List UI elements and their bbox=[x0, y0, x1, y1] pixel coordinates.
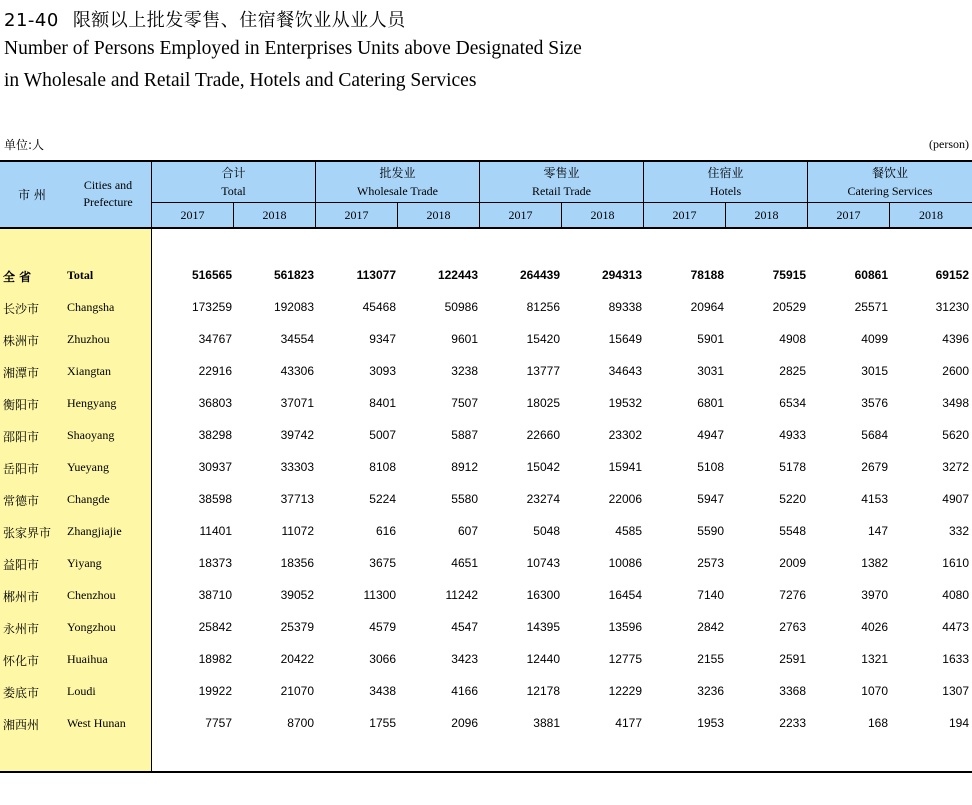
region-name-en: Shaoyang bbox=[67, 428, 115, 442]
cell-value: 5620 bbox=[942, 428, 969, 442]
cell-value: 13777 bbox=[526, 364, 560, 378]
table-title-cn-text: 限额以上批发零售、住宿餐饮业从业人员 bbox=[72, 10, 406, 31]
cell-value: 192083 bbox=[273, 300, 314, 314]
region-name-cn: 全 省 bbox=[3, 270, 32, 284]
table-bottom-rule bbox=[0, 771, 972, 773]
region-name-cn: 怀化市 bbox=[3, 654, 40, 668]
region-name-cn: 永州市 bbox=[3, 622, 40, 636]
cell-value: 12229 bbox=[608, 684, 642, 698]
header-city-en-line1: Cities and bbox=[83, 178, 133, 192]
cell-value: 20422 bbox=[280, 652, 314, 666]
cell-value: 8108 bbox=[369, 460, 396, 474]
header-city-en-line2: Prefecture bbox=[83, 195, 133, 209]
region-name-cn: 张家界市 bbox=[3, 526, 52, 540]
cell-value: 11242 bbox=[445, 588, 478, 602]
table-row bbox=[0, 484, 972, 516]
cell-value: 14395 bbox=[526, 620, 560, 634]
cell-value: 25571 bbox=[854, 300, 888, 314]
cell-value: 3675 bbox=[369, 556, 396, 570]
header-year: 2018 bbox=[590, 208, 615, 222]
cell-value: 11401 bbox=[199, 524, 232, 538]
cell-value: 34554 bbox=[280, 332, 314, 346]
cell-value: 4166 bbox=[451, 684, 478, 698]
header-year: 2017 bbox=[672, 208, 697, 222]
cell-value: 38298 bbox=[198, 428, 232, 442]
cell-value: 12775 bbox=[608, 652, 642, 666]
header-group-en: Wholesale Trade bbox=[357, 184, 438, 198]
cell-value: 1321 bbox=[861, 652, 888, 666]
table-row-total bbox=[0, 260, 972, 292]
cell-value: 10086 bbox=[608, 556, 642, 570]
cell-value: 5048 bbox=[533, 524, 560, 538]
cell-value: 7757 bbox=[205, 716, 232, 730]
header-year: 2017 bbox=[836, 208, 861, 222]
cell-value: 39052 bbox=[280, 588, 314, 602]
table-row bbox=[0, 388, 972, 420]
cell-value: 113077 bbox=[356, 268, 396, 282]
cell-value: 147 bbox=[867, 524, 888, 538]
cell-value: 37071 bbox=[280, 396, 314, 410]
cell-value: 11072 bbox=[281, 524, 314, 538]
cell-value: 3438 bbox=[369, 684, 396, 698]
cell-value: 10743 bbox=[526, 556, 560, 570]
cell-value: 89338 bbox=[608, 300, 642, 314]
cell-value: 2155 bbox=[697, 652, 724, 666]
cell-value: 5548 bbox=[779, 524, 806, 538]
cell-value: 25379 bbox=[280, 620, 314, 634]
region-name-en: Zhangjiajie bbox=[67, 524, 122, 538]
cell-value: 1953 bbox=[697, 716, 724, 730]
cell-value: 37713 bbox=[280, 492, 314, 506]
cell-value: 45468 bbox=[362, 300, 396, 314]
cell-value: 19922 bbox=[198, 684, 232, 698]
region-name-en: Chenzhou bbox=[67, 588, 116, 602]
header-group-cn: 餐饮业 bbox=[871, 166, 908, 180]
cell-value: 516565 bbox=[191, 268, 232, 282]
cell-value: 25842 bbox=[198, 620, 232, 634]
table-row bbox=[0, 292, 972, 324]
cell-value: 1633 bbox=[942, 652, 969, 666]
cell-value: 23274 bbox=[526, 492, 560, 506]
cell-value: 3423 bbox=[451, 652, 478, 666]
cell-value: 18356 bbox=[280, 556, 314, 570]
header-bottom-rule bbox=[0, 227, 972, 229]
cell-value: 20964 bbox=[690, 300, 724, 314]
cell-value: 5887 bbox=[451, 428, 478, 442]
cell-value: 5220 bbox=[779, 492, 806, 506]
cell-value: 8700 bbox=[287, 716, 314, 730]
header-year: 2018 bbox=[754, 208, 779, 222]
header-group-cn: 合计 bbox=[221, 166, 246, 180]
cell-value: 33303 bbox=[280, 460, 314, 474]
cell-value: 3576 bbox=[861, 396, 888, 410]
cell-value: 5007 bbox=[369, 428, 396, 442]
cell-value: 9347 bbox=[369, 332, 396, 346]
header-group-rule bbox=[152, 202, 972, 203]
cell-value: 1307 bbox=[942, 684, 969, 698]
cell-value: 39742 bbox=[280, 428, 314, 442]
cell-value: 22916 bbox=[198, 364, 232, 378]
cell-value: 50986 bbox=[444, 300, 478, 314]
region-name-en: Huaihua bbox=[67, 652, 108, 666]
cell-value: 4907 bbox=[942, 492, 969, 506]
table-row bbox=[0, 420, 972, 452]
table-number: 21-40 bbox=[4, 10, 59, 31]
table-row bbox=[0, 644, 972, 676]
cell-value: 3031 bbox=[697, 364, 724, 378]
header-city-cn: 市 州 bbox=[18, 188, 46, 202]
cell-value: 22006 bbox=[608, 492, 642, 506]
cell-value: 2825 bbox=[779, 364, 806, 378]
cell-value: 2679 bbox=[861, 460, 888, 474]
header-group-en: Catering Services bbox=[847, 184, 933, 198]
region-name-cn: 衡阳市 bbox=[3, 398, 40, 412]
cell-value: 15042 bbox=[526, 460, 560, 474]
cell-value: 5580 bbox=[451, 492, 478, 506]
cell-value: 2573 bbox=[697, 556, 724, 570]
cell-value: 7507 bbox=[451, 396, 478, 410]
cell-value: 194 bbox=[948, 716, 969, 730]
region-name-cn: 湘潭市 bbox=[3, 366, 40, 380]
table-row bbox=[0, 708, 972, 740]
region-name-cn: 湘西州 bbox=[3, 718, 40, 732]
cell-value: 19532 bbox=[608, 396, 642, 410]
table-row bbox=[0, 612, 972, 644]
cell-value: 6534 bbox=[779, 396, 806, 410]
region-name-en: West Hunan bbox=[67, 716, 126, 730]
header-year: 2017 bbox=[180, 208, 205, 222]
cell-value: 4153 bbox=[861, 492, 888, 506]
cell-value: 264439 bbox=[519, 268, 560, 282]
cell-value: 3368 bbox=[779, 684, 806, 698]
cell-value: 1610 bbox=[942, 556, 969, 570]
header-group-en: Hotels bbox=[709, 184, 742, 198]
table-row bbox=[0, 580, 972, 612]
cell-value: 4396 bbox=[942, 332, 969, 346]
cell-value: 38710 bbox=[198, 588, 232, 602]
cell-value: 294313 bbox=[601, 268, 642, 282]
cell-value: 2233 bbox=[779, 716, 806, 730]
cell-value: 36803 bbox=[198, 396, 232, 410]
region-name-en: Yueyang bbox=[67, 460, 109, 474]
cell-value: 12178 bbox=[526, 684, 560, 698]
cell-value: 21070 bbox=[280, 684, 314, 698]
cell-value: 4080 bbox=[942, 588, 969, 602]
cell-value: 16300 bbox=[526, 588, 560, 602]
cell-value: 11300 bbox=[363, 588, 396, 602]
cell-value: 5947 bbox=[697, 492, 724, 506]
cell-value: 8401 bbox=[369, 396, 396, 410]
cell-value: 18982 bbox=[198, 652, 232, 666]
region-name-cn: 常德市 bbox=[3, 494, 40, 508]
header-year: 2018 bbox=[262, 208, 287, 222]
cell-value: 8912 bbox=[451, 460, 478, 474]
cell-value: 4473 bbox=[942, 620, 969, 634]
cell-value: 4947 bbox=[697, 428, 724, 442]
region-name-cn: 郴州市 bbox=[3, 590, 40, 604]
cell-value: 3236 bbox=[697, 684, 724, 698]
cell-value: 1382 bbox=[861, 556, 888, 570]
cell-value: 9601 bbox=[451, 332, 478, 346]
table-title-en-line2: in Wholesale and Retail Trade, Hotels and Catering Services bbox=[4, 70, 477, 91]
table-row bbox=[0, 548, 972, 580]
cell-value: 81256 bbox=[526, 300, 560, 314]
cell-value: 4547 bbox=[451, 620, 478, 634]
cell-value: 2763 bbox=[779, 620, 806, 634]
region-name-en: Yiyang bbox=[67, 556, 102, 570]
region-name-en: Xiangtan bbox=[67, 364, 111, 378]
cell-value: 34643 bbox=[608, 364, 642, 378]
cell-value: 4099 bbox=[861, 332, 888, 346]
cell-value: 4651 bbox=[451, 556, 478, 570]
header-group-cn: 零售业 bbox=[543, 166, 580, 180]
cell-value: 2600 bbox=[942, 364, 969, 378]
cell-value: 75915 bbox=[772, 268, 806, 282]
cell-value: 4908 bbox=[779, 332, 806, 346]
cell-value: 3881 bbox=[533, 716, 560, 730]
cell-value: 22660 bbox=[526, 428, 560, 442]
cell-value: 60861 bbox=[854, 268, 888, 282]
header-year: 2018 bbox=[426, 208, 451, 222]
cell-value: 3970 bbox=[861, 588, 888, 602]
cell-value: 78188 bbox=[690, 268, 724, 282]
cell-value: 332 bbox=[948, 524, 969, 538]
header-year: 2017 bbox=[344, 208, 369, 222]
cell-value: 4585 bbox=[615, 524, 642, 538]
cell-value: 4933 bbox=[779, 428, 806, 442]
cell-value: 2842 bbox=[697, 620, 724, 634]
cell-value: 122443 bbox=[437, 268, 478, 282]
table-row bbox=[0, 452, 972, 484]
cell-value: 4026 bbox=[861, 620, 888, 634]
cell-value: 2591 bbox=[779, 652, 806, 666]
cell-value: 616 bbox=[375, 524, 396, 538]
unit-label-en: (person) bbox=[929, 137, 969, 151]
region-name-cn: 长沙市 bbox=[3, 302, 40, 316]
cell-value: 7140 bbox=[697, 588, 724, 602]
cell-value: 3093 bbox=[369, 364, 396, 378]
cell-value: 18025 bbox=[526, 396, 560, 410]
cell-value: 5178 bbox=[779, 460, 806, 474]
header-top-rule bbox=[0, 160, 972, 162]
cell-value: 31230 bbox=[935, 300, 969, 314]
cell-value: 3498 bbox=[942, 396, 969, 410]
region-name-en: Hengyang bbox=[67, 396, 117, 410]
region-name-en: Changsha bbox=[67, 300, 115, 314]
cell-value: 2096 bbox=[451, 716, 478, 730]
cell-value: 607 bbox=[457, 524, 478, 538]
table-row bbox=[0, 516, 972, 548]
cell-value: 7276 bbox=[779, 588, 806, 602]
cell-value: 561823 bbox=[273, 268, 314, 282]
cell-value: 1070 bbox=[861, 684, 888, 698]
region-name-cn: 岳阳市 bbox=[3, 462, 40, 476]
cell-value: 3015 bbox=[861, 364, 888, 378]
cell-value: 3272 bbox=[942, 460, 969, 474]
region-name-cn: 株洲市 bbox=[3, 334, 40, 348]
header-year: 2017 bbox=[508, 208, 533, 222]
header-group-cn: 住宿业 bbox=[707, 166, 744, 180]
cell-value: 168 bbox=[867, 716, 888, 730]
cell-value: 13596 bbox=[608, 620, 642, 634]
region-name-en: Yongzhou bbox=[67, 620, 116, 634]
cell-value: 3066 bbox=[369, 652, 396, 666]
table-title-en-line1: Number of Persons Employed in Enterprises Units above Designated Size bbox=[4, 38, 582, 59]
region-name-cn: 益阳市 bbox=[3, 558, 40, 572]
region-name-en: Total bbox=[67, 268, 94, 282]
cell-value: 3238 bbox=[451, 364, 478, 378]
header-year: 2018 bbox=[919, 208, 943, 222]
cell-value: 38598 bbox=[198, 492, 232, 506]
cell-value: 15941 bbox=[608, 460, 642, 474]
cell-value: 43306 bbox=[280, 364, 314, 378]
cell-value: 30937 bbox=[198, 460, 232, 474]
cell-value: 5901 bbox=[697, 332, 724, 346]
header-group-en: Retail Trade bbox=[532, 184, 591, 198]
cell-value: 18373 bbox=[198, 556, 232, 570]
cell-value: 12440 bbox=[526, 652, 560, 666]
cell-value: 1755 bbox=[369, 716, 396, 730]
region-name-en: Changde bbox=[67, 492, 110, 506]
cell-value: 16454 bbox=[608, 588, 642, 602]
header-group-cn: 批发业 bbox=[379, 166, 416, 180]
region-name-en: Zhuzhou bbox=[67, 332, 110, 346]
region-name-cn: 邵阳市 bbox=[3, 430, 40, 444]
region-name-cn: 娄底市 bbox=[3, 686, 40, 700]
cell-value: 2009 bbox=[779, 556, 806, 570]
cell-value: 173259 bbox=[191, 300, 232, 314]
table-row bbox=[0, 356, 972, 388]
cell-value: 5224 bbox=[369, 492, 396, 506]
table-row bbox=[0, 324, 972, 356]
cell-value: 34767 bbox=[198, 332, 232, 346]
cell-value: 4177 bbox=[615, 716, 642, 730]
cell-value: 5684 bbox=[861, 428, 888, 442]
cell-value: 15649 bbox=[608, 332, 642, 346]
cell-value: 20529 bbox=[772, 300, 806, 314]
table-row bbox=[0, 676, 972, 708]
cell-value: 5108 bbox=[697, 460, 724, 474]
cell-value: 6801 bbox=[697, 396, 724, 410]
cell-value: 4579 bbox=[369, 620, 396, 634]
region-name-en: Loudi bbox=[67, 684, 96, 698]
cell-value: 23302 bbox=[608, 428, 642, 442]
cell-value: 5590 bbox=[697, 524, 724, 538]
table-title-cn bbox=[4, 6, 406, 32]
unit-label-cn: 单位:人 bbox=[4, 138, 45, 152]
cell-value: 15420 bbox=[526, 332, 560, 346]
cell-value: 69152 bbox=[935, 268, 969, 282]
header-group-en: Total bbox=[221, 184, 246, 198]
